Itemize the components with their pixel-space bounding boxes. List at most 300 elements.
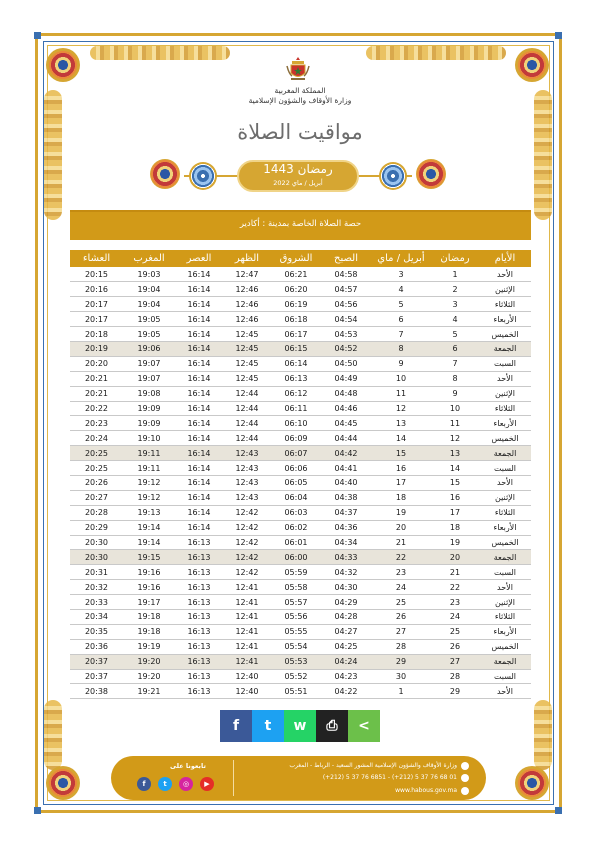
footer-address: وزارة الأوقاف والشؤون الإسلامية المشور السعيد - الرباط - المغرب (289, 762, 457, 769)
table-cell: 3 (371, 267, 431, 282)
instagram-icon[interactable]: ◎ (179, 777, 193, 791)
table-cell: 15 (371, 446, 431, 461)
table-row (70, 535, 531, 550)
table-cell: 16:14 (175, 327, 223, 342)
column-header: الصبح (321, 250, 371, 267)
table-cell: 26 (431, 639, 479, 654)
table-cell: 20:27 (70, 490, 123, 505)
location-icon (461, 762, 469, 770)
table-cell: 5 (371, 297, 431, 312)
table-cell: 04:27 (321, 624, 371, 639)
table-cell: 06:06 (271, 461, 321, 476)
table-cell: 05:51 (271, 684, 321, 699)
table-cell: 14 (371, 431, 431, 446)
table-cell: 06:20 (271, 282, 321, 297)
table-cell: الأربعاء (479, 624, 531, 639)
page-title: مواقيت الصلاة (237, 120, 363, 144)
table-cell: 4 (431, 312, 479, 327)
table-cell: 22 (371, 550, 431, 565)
table-cell: 19:07 (123, 356, 175, 371)
table-cell: الخميس (479, 639, 531, 654)
table-cell: 05:56 (271, 609, 321, 624)
table-row (70, 550, 531, 565)
table-row (70, 282, 531, 297)
table-cell: 23 (431, 595, 479, 610)
table-cell: 24 (431, 609, 479, 624)
table-cell: 06:14 (271, 356, 321, 371)
table-cell: الإثنين (479, 490, 531, 505)
table-cell: 04:46 (321, 401, 371, 416)
table-cell: 20:24 (70, 431, 123, 446)
table-cell: الأحد (479, 475, 531, 490)
table-cell: الإثنين (479, 386, 531, 401)
gregorian-months: أبريل / ماي 2022 (273, 179, 323, 187)
corner-dot-icon (34, 807, 41, 814)
table-cell: الأحد (479, 684, 531, 699)
table-cell: الأحد (479, 580, 531, 595)
table-cell: 16:13 (175, 580, 223, 595)
table-row (70, 401, 531, 416)
table-cell: 19:09 (123, 401, 175, 416)
twitter-icon[interactable]: t (158, 777, 172, 791)
table-row (70, 341, 531, 356)
footer-phones: (+212) 5 37 76 6851 - (+212) 5 37 76 68 01 (322, 774, 457, 781)
column-header: العشاء (70, 250, 123, 267)
table-cell: 16:13 (175, 535, 223, 550)
youtube-icon[interactable]: ▶ (200, 777, 214, 791)
table-cell: 19:05 (123, 312, 175, 327)
table-cell: 20 (371, 520, 431, 535)
table-cell: 05:52 (271, 669, 321, 684)
ministry-label: وزارة الأوقاف والشؤون الإسلامية (248, 96, 352, 105)
table-cell: 06:10 (271, 416, 321, 431)
table-cell: 06:00 (271, 550, 321, 565)
table-cell: 19:11 (123, 461, 175, 476)
twitter-share-button[interactable] (252, 710, 284, 742)
table-cell: 3 (431, 297, 479, 312)
table-cell: 27 (431, 654, 479, 669)
table-cell: 12:41 (223, 639, 271, 654)
column-header: الظهر (223, 250, 271, 267)
table-cell: 28 (431, 669, 479, 684)
table-cell: الخميس (479, 327, 531, 342)
rosette-icon (46, 766, 80, 800)
table-cell: 04:29 (321, 595, 371, 610)
table-cell: الثلاثاء (479, 505, 531, 520)
table-cell: 18 (371, 490, 431, 505)
table-cell: 16 (431, 490, 479, 505)
left-ornament-bottom (44, 700, 62, 770)
table-cell: 19:09 (123, 416, 175, 431)
table-cell: 04:33 (321, 550, 371, 565)
medallion-icon (189, 162, 217, 190)
table-cell: 12:44 (223, 431, 271, 446)
table-cell: 6 (431, 341, 479, 356)
column-header: المغرب (123, 250, 175, 267)
table-row (70, 416, 531, 431)
table-row (70, 431, 531, 446)
table-cell: 04:40 (321, 475, 371, 490)
table-cell: 12:47 (223, 267, 271, 282)
table-cell: 20:19 (70, 341, 123, 356)
table-cell: 5 (431, 327, 479, 342)
facebook-share-button[interactable] (220, 710, 252, 742)
table-row (70, 371, 531, 386)
table-cell: 19:08 (123, 386, 175, 401)
table-cell: 21 (371, 535, 431, 550)
table-cell: 04:36 (321, 520, 371, 535)
table-cell: 20:34 (70, 609, 123, 624)
table-row (70, 580, 531, 595)
table-cell: 20:25 (70, 461, 123, 476)
table-cell: 20:36 (70, 639, 123, 654)
table-cell: 11 (431, 416, 479, 431)
table-cell: 04:45 (321, 416, 371, 431)
table-cell: 04:52 (321, 341, 371, 356)
table-cell: 13 (371, 416, 431, 431)
table-cell: 06:07 (271, 446, 321, 461)
table-cell: الجمعة (479, 550, 531, 565)
table-cell: 04:24 (321, 654, 371, 669)
table-cell: 04:22 (321, 684, 371, 699)
table-cell: 06:01 (271, 535, 321, 550)
facebook-icon: f (232, 718, 240, 734)
table-cell: 16:13 (175, 609, 223, 624)
table-cell: 16:13 (175, 624, 223, 639)
table-cell: 19:14 (123, 520, 175, 535)
table-cell: 16:14 (175, 297, 223, 312)
table-cell: 8 (431, 371, 479, 386)
table-cell: 13 (431, 446, 479, 461)
globe-icon (461, 787, 469, 795)
table-cell: 18 (431, 520, 479, 535)
top-ornament-right (366, 46, 506, 60)
table-cell: 20 (431, 550, 479, 565)
table-cell: 16:14 (175, 356, 223, 371)
table-cell: 20:32 (70, 580, 123, 595)
table-cell: 19:16 (123, 580, 175, 595)
table-cell: 17 (431, 505, 479, 520)
table-cell: 12:42 (223, 505, 271, 520)
table-cell: 04:54 (321, 312, 371, 327)
twitter-icon: t (264, 718, 272, 734)
table-cell: الأربعاء (479, 312, 531, 327)
table-cell: 06:11 (271, 401, 321, 416)
table-cell: 06:21 (271, 267, 321, 282)
table-cell: 19:17 (123, 595, 175, 610)
table-cell: 06:05 (271, 475, 321, 490)
table-cell: السبت (479, 461, 531, 476)
table-cell: 9 (371, 356, 431, 371)
facebook-icon[interactable]: f (137, 777, 151, 791)
table-cell: 06:17 (271, 327, 321, 342)
table-cell: 15 (431, 475, 479, 490)
table-cell: 11 (371, 386, 431, 401)
table-cell: 12:42 (223, 565, 271, 580)
table-cell: الأحد (479, 371, 531, 386)
table-cell: 12:43 (223, 461, 271, 476)
table-cell: الخميس (479, 535, 531, 550)
table-cell: 04:30 (321, 580, 371, 595)
table-cell: 20:16 (70, 282, 123, 297)
table-cell: 04:56 (321, 297, 371, 312)
table-cell: 19:21 (123, 684, 175, 699)
table-cell: 20:15 (70, 267, 123, 282)
table-cell: 20:23 (70, 416, 123, 431)
table-cell: 12:44 (223, 416, 271, 431)
column-header: الأيام (479, 250, 531, 267)
table-cell: 17 (371, 475, 431, 490)
table-cell: 20:31 (70, 565, 123, 580)
table-cell: 12:41 (223, 624, 271, 639)
table-cell: 16:14 (175, 401, 223, 416)
table-cell: 19:06 (123, 341, 175, 356)
table-cell: 20:30 (70, 550, 123, 565)
table-cell: 12 (431, 431, 479, 446)
table-row (70, 475, 531, 490)
table-row (70, 386, 531, 401)
corner-dot-icon (34, 32, 41, 39)
table-cell: 04:28 (321, 609, 371, 624)
table-cell: 12:46 (223, 297, 271, 312)
table-cell: 12:44 (223, 386, 271, 401)
medallion-icon (379, 162, 407, 190)
table-cell: 12:41 (223, 580, 271, 595)
left-ornament (44, 90, 62, 220)
table-cell: 04:53 (321, 327, 371, 342)
table-cell: 29 (371, 654, 431, 669)
table-cell: 12:42 (223, 550, 271, 565)
table-cell: الجمعة (479, 341, 531, 356)
table-cell: 16:13 (175, 550, 223, 565)
table-cell: 04:37 (321, 505, 371, 520)
table-cell: 16:14 (175, 282, 223, 297)
table-cell: الأربعاء (479, 416, 531, 431)
table-body (70, 267, 531, 699)
table-cell: 16:14 (175, 520, 223, 535)
table-cell: 20:30 (70, 535, 123, 550)
table-cell: 19 (371, 505, 431, 520)
phone-icon (461, 774, 469, 782)
table-cell: 12:41 (223, 609, 271, 624)
table-row (70, 490, 531, 505)
table-row (70, 609, 531, 624)
table-cell: 12:45 (223, 356, 271, 371)
table-cell: 9 (431, 386, 479, 401)
ministry-name (240, 86, 360, 106)
rosette-icon (515, 766, 549, 800)
table-cell: 06:02 (271, 520, 321, 535)
table-cell: 19:18 (123, 609, 175, 624)
rosette-icon (46, 48, 80, 82)
table-cell: 1 (371, 684, 431, 699)
table-cell: 27 (371, 624, 431, 639)
table-cell: 12:44 (223, 401, 271, 416)
table-cell: 19:05 (123, 327, 175, 342)
table-cell: 04:48 (321, 386, 371, 401)
table-row (70, 684, 531, 699)
whatsapp-icon: w (293, 718, 307, 734)
table-cell: الجمعة (479, 654, 531, 669)
table-cell: 16:14 (175, 446, 223, 461)
right-ornament-bottom (534, 700, 552, 770)
corner-dot-icon (555, 32, 562, 39)
table-cell: 25 (431, 624, 479, 639)
table-cell: 19:03 (123, 267, 175, 282)
table-cell: 16:14 (175, 416, 223, 431)
table-cell: 06:13 (271, 371, 321, 386)
table-row (70, 461, 531, 476)
table-cell: 1 (431, 267, 479, 282)
table-cell: 19:14 (123, 535, 175, 550)
table-cell: 12:41 (223, 654, 271, 669)
table-row (70, 267, 531, 282)
table-cell: 20:17 (70, 312, 123, 327)
table-cell: 16:14 (175, 386, 223, 401)
ramadan-year: رمضان 1443 (263, 162, 333, 176)
table-cell: 30 (371, 669, 431, 684)
table-cell: 2 (431, 282, 479, 297)
table-cell: 19:20 (123, 669, 175, 684)
table-cell: 23 (371, 565, 431, 580)
table-cell: الأحد (479, 267, 531, 282)
table-cell: 12:45 (223, 371, 271, 386)
follow-us-label: تابعونا على (170, 762, 206, 770)
table-cell: 19:18 (123, 624, 175, 639)
table-cell: الثلاثاء (479, 297, 531, 312)
table-cell: 04:49 (321, 371, 371, 386)
table-cell: 05:59 (271, 565, 321, 580)
rosette-icon (515, 48, 549, 82)
prayer-times-table (70, 250, 531, 699)
city-label: حصة الصلاة الخاصة بمدينة : أكادير (239, 219, 362, 229)
right-ornament (534, 90, 552, 220)
table-cell: 25 (371, 595, 431, 610)
print-icon: ⎙ (326, 718, 338, 734)
table-cell: 14 (431, 461, 479, 476)
table-cell: 16:13 (175, 669, 223, 684)
rosette-icon (416, 159, 446, 189)
table-cell: 20:18 (70, 327, 123, 342)
table-row (70, 520, 531, 535)
table-cell: 12:46 (223, 312, 271, 327)
table-cell: 04:58 (321, 267, 371, 282)
table-header (70, 250, 531, 267)
table-cell: 12:43 (223, 475, 271, 490)
table-cell: 20:26 (70, 475, 123, 490)
table-cell: 19:12 (123, 475, 175, 490)
table-cell: 16:13 (175, 684, 223, 699)
table-cell: 06:18 (271, 312, 321, 327)
table-row (70, 595, 531, 610)
table-row (70, 565, 531, 580)
column-header: رمضان (431, 250, 479, 267)
table-cell: 20:37 (70, 654, 123, 669)
table-cell: 05:53 (271, 654, 321, 669)
table-cell: 12:42 (223, 520, 271, 535)
table-cell: 06:09 (271, 431, 321, 446)
table-cell: 04:23 (321, 669, 371, 684)
table-cell: 22 (431, 580, 479, 595)
table-cell: 05:57 (271, 595, 321, 610)
table-cell: 20:17 (70, 297, 123, 312)
table-cell: الثلاثاء (479, 401, 531, 416)
column-header: الشروق (271, 250, 321, 267)
table-cell: 19:19 (123, 639, 175, 654)
table-cell: 06:12 (271, 386, 321, 401)
table-cell: 20:35 (70, 624, 123, 639)
top-ornament-left (90, 46, 230, 60)
table-cell: 29 (431, 684, 479, 699)
table-cell: 19:11 (123, 446, 175, 461)
table-cell: 16:13 (175, 654, 223, 669)
column-header: العصر (175, 250, 223, 267)
table-row (70, 505, 531, 520)
table-cell: 24 (371, 580, 431, 595)
table-cell: 04:25 (321, 639, 371, 654)
table-row (70, 446, 531, 461)
table-row (70, 669, 531, 684)
table-cell: 19:07 (123, 371, 175, 386)
share-icon: < (358, 718, 370, 734)
table-cell: 12:45 (223, 341, 271, 356)
print-button[interactable] (316, 710, 348, 742)
table-cell: 06:19 (271, 297, 321, 312)
table-cell: 6 (371, 312, 431, 327)
table-cell: 12:41 (223, 595, 271, 610)
whatsapp-share-button[interactable] (284, 710, 316, 742)
table-cell: 19:13 (123, 505, 175, 520)
table-cell: 19 (431, 535, 479, 550)
table-cell: 04:57 (321, 282, 371, 297)
table-row (70, 312, 531, 327)
table-cell: 12:43 (223, 446, 271, 461)
table-cell: 20:29 (70, 520, 123, 535)
column-header: أبريل / ماي (371, 250, 431, 267)
table-cell: 16:14 (175, 371, 223, 386)
table-cell: 20:38 (70, 684, 123, 699)
table-cell: 19:12 (123, 490, 175, 505)
table-cell: 12:45 (223, 327, 271, 342)
table-cell: 06:03 (271, 505, 321, 520)
table-cell: 26 (371, 609, 431, 624)
table-cell: 20:20 (70, 356, 123, 371)
table-cell: 20:25 (70, 446, 123, 461)
table-cell: 8 (371, 341, 431, 356)
table-cell: 16:14 (175, 267, 223, 282)
table-cell: 16:14 (175, 490, 223, 505)
footer-website[interactable]: www.habous.gov.ma (395, 787, 457, 794)
table-cell: 12:43 (223, 490, 271, 505)
table-cell: 16:13 (175, 565, 223, 580)
table-cell: 20:21 (70, 386, 123, 401)
table-cell: الجمعة (479, 446, 531, 461)
table-cell: 16:13 (175, 639, 223, 654)
table-cell: السبت (479, 356, 531, 371)
corner-dot-icon (555, 807, 562, 814)
table-cell: 04:32 (321, 565, 371, 580)
table-row (70, 639, 531, 654)
ramadan-banner (184, 160, 412, 192)
table-row (70, 356, 531, 371)
table-cell: 16:14 (175, 341, 223, 356)
table-row (70, 654, 531, 669)
share-button[interactable] (348, 710, 380, 742)
table-cell: 20:37 (70, 669, 123, 684)
table-cell: 12 (371, 401, 431, 416)
table-cell: 19:10 (123, 431, 175, 446)
table-cell: 10 (371, 371, 431, 386)
